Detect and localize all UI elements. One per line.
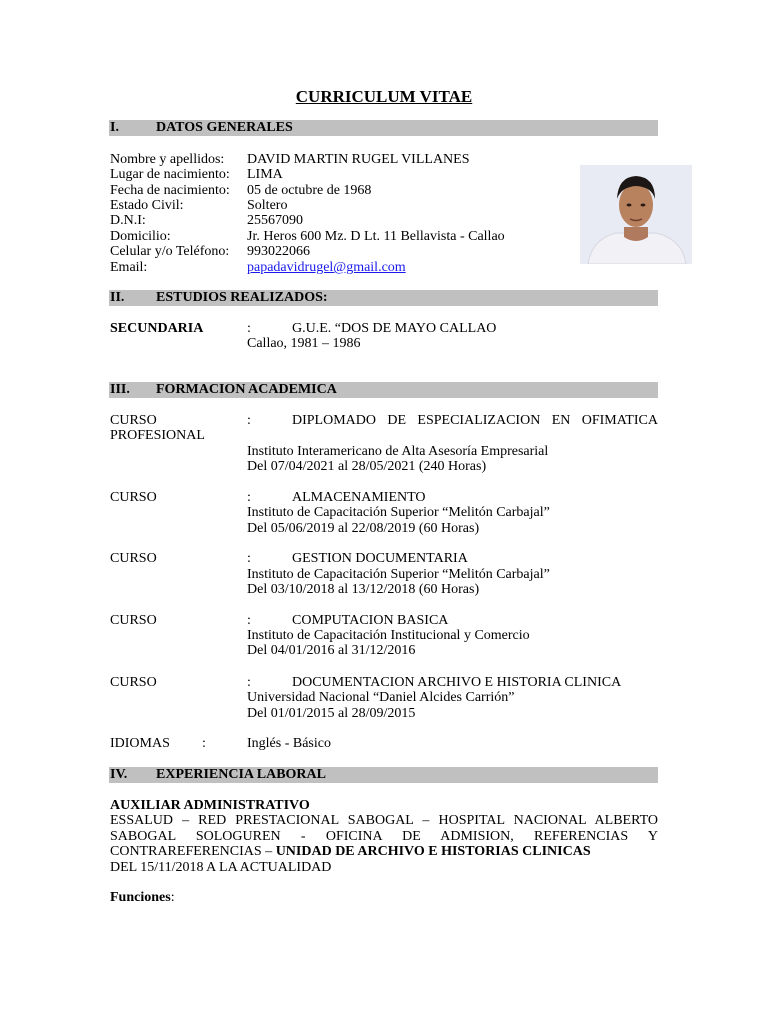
email-label: Email: [110,260,148,275]
section-title: FORMACION ACADEMICA [156,382,337,397]
secundaria-label: SECUNDARIA [110,321,204,336]
puesto-title: AUXILIAR ADMINISTRATIVO [110,798,310,813]
nombre-value: DAVID MARTIN RUGEL VILLANES [247,152,470,167]
curso-2-name: ALMACENAMIENTO [292,490,426,505]
secundaria-detail: Callao, 1981 – 1986 [247,336,361,351]
curso-1-dates: Del 07/04/2021 al 28/05/2021 (240 Horas) [247,459,487,474]
curso-1-word: OFIMATICA [581,413,658,428]
curso-4-dates: Del 04/01/2016 al 31/12/2016 [247,643,416,658]
experiencia-periodo: DEL 15/11/2018 A LA ACTUALIDAD [110,860,332,875]
curso-label: CURSO [110,613,157,628]
curso-label: CURSO [110,675,157,690]
curso-colon: : [247,413,251,428]
curso-2-dates: Del 05/06/2019 al 22/08/2019 (60 Horas) [247,521,480,536]
experiencia-line-3-bold: UNIDAD DE ARCHIVO E HISTORIAS CLINICAS [275,844,591,859]
curso-1-word: EN [551,413,571,428]
curso-colon: : [247,675,251,690]
curso-colon: : [247,490,251,505]
funciones-heading [110,890,175,906]
experiencia-line-3 [110,844,591,860]
section-number: IV. [110,767,128,782]
experiencia-line-2: SABOGAL SOLOGUREN - OFICINA DE ADMISION, REFERENCIAS Y [110,829,658,844]
curso-1-word: DE [387,413,407,428]
funciones-label: Funciones [110,890,171,905]
portrait-illustration [580,165,692,264]
section-header-formacion [109,382,658,398]
section-header-experiencia [109,767,658,783]
curso-colon: : [247,613,251,628]
lugar-label: Lugar de nacimiento: [110,167,230,182]
experiencia-line-1: ESSALUD – RED PRESTACIONAL SABOGAL – HOSPITAL NACIONAL ALBERTO [110,813,658,828]
funciones-colon: : [170,890,175,905]
curso-1-word: ESPECIALIZACION [417,413,541,428]
document-title: CURRICULUM VITAE [295,87,473,106]
fecha-value: 05 de octubre de 1968 [247,183,372,198]
secundaria-school: G.U.E. “DOS DE MAYO CALLAO [292,321,497,336]
domicilio-label: Domicilio: [110,229,171,244]
section-header-datos-generales [109,120,658,136]
curso-label: CURSO [110,413,157,428]
idiomas-value: Inglés - Básico [247,736,331,751]
section-header-estudios [109,290,658,306]
email-link[interactable]: papadavidrugel@gmail.com [247,260,406,275]
curso-5-institution: Universidad Nacional “Daniel Alcides Carrión” [247,690,515,705]
curso-1-institution: Instituto Interamericano de Alta Asesoría Empresarial [247,444,549,459]
curso-1-name-cont: PROFESIONAL [110,428,205,443]
curso-2-institution: Instituto de Capacitación Superior “Melitón Carbajal” [247,505,550,520]
idiomas-label: IDIOMAS [110,736,170,751]
estado-value: Soltero [247,198,288,213]
section-number: III. [110,382,130,397]
curso-3-name: GESTION DOCUMENTARIA [292,551,468,566]
fecha-label: Fecha de nacimiento: [110,183,230,198]
nombre-label: Nombre y apellidos: [110,152,225,167]
celular-value: 993022066 [247,244,310,259]
estado-label: Estado Civil: [110,198,184,213]
curso-5-name: DOCUMENTACION ARCHIVO E HISTORIA CLINICA [292,675,622,690]
curso-3-institution: Instituto de Capacitación Superior “Melitón Carbajal” [247,567,550,582]
secundaria-colon: : [247,321,251,336]
experiencia-line-3-normal: CONTRAREFERENCIAS – [110,844,276,859]
curso-label: CURSO [110,551,157,566]
section-title: DATOS GENERALES [156,120,293,135]
curso-5-dates: Del 01/01/2015 al 28/09/2015 [247,706,416,721]
section-title: ESTUDIOS REALIZADOS: [156,290,328,305]
lugar-value: LIMA [247,167,283,182]
curso-1-word: DIPLOMADO [292,413,376,428]
curso-3-dates: Del 03/10/2018 al 13/12/2018 (60 Horas) [247,582,480,597]
curso-label: CURSO [110,490,157,505]
profile-photo [580,165,692,264]
curso-4-institution: Instituto de Capacitación Institucional y Comercio [247,628,530,643]
curso-1-name [292,413,658,429]
curso-colon: : [247,551,251,566]
domicilio-value: Jr. Heros 600 Mz. D Lt. 11 Bellavista - Callao [247,229,505,244]
section-number: I. [110,120,119,135]
idiomas-colon: : [202,736,206,751]
dni-label: D.N.I: [110,213,146,228]
section-number: II. [110,290,125,305]
dni-value: 25567090 [247,213,303,228]
section-title: EXPERIENCIA LABORAL [156,767,326,782]
curso-4-name: COMPUTACION BASICA [292,613,449,628]
celular-label: Celular y/o Teléfono: [110,244,230,259]
